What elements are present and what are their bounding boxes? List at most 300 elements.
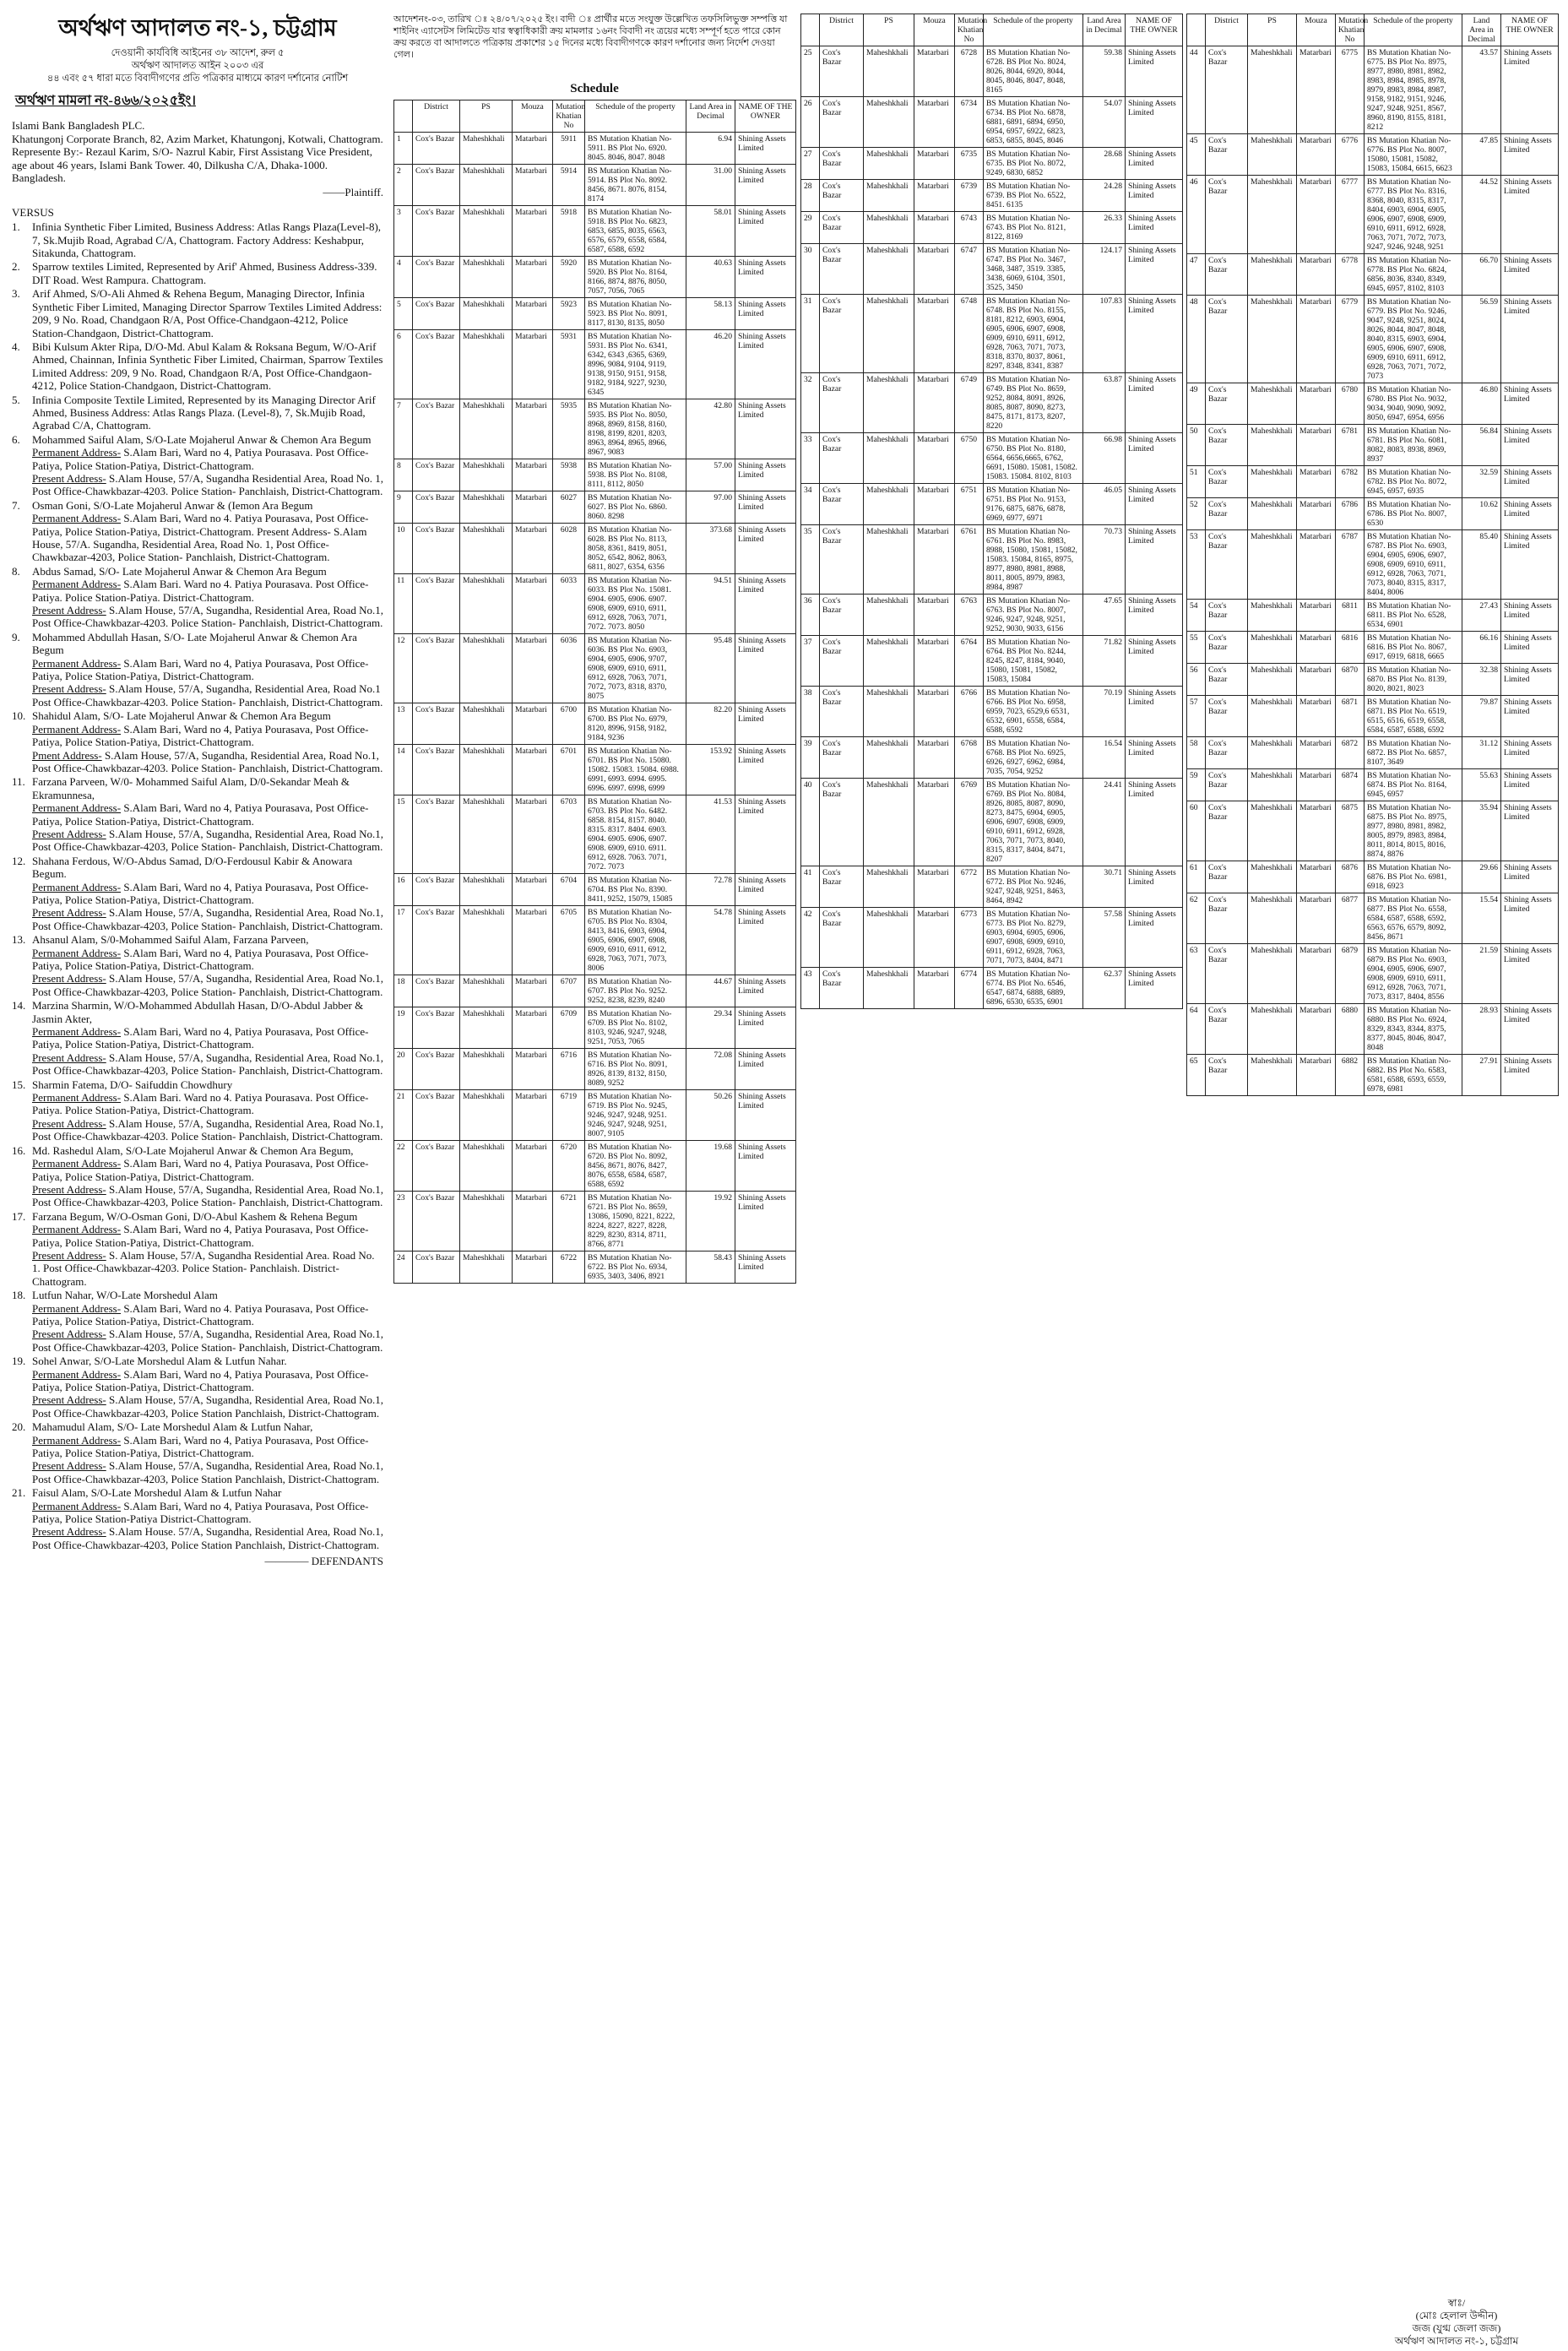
present-address-label: Present Address- <box>32 906 106 920</box>
mouza-cell: Matarbari <box>914 687 955 737</box>
signature-line: স্বাঃ/ <box>1447 2297 1466 2309</box>
khatian-cell: 6705 <box>553 906 585 975</box>
area-cell: 71.82 <box>1083 636 1126 687</box>
owner-cell: Shining Assets Limited <box>1126 595 1183 636</box>
schedule-row <box>394 524 796 574</box>
owner-cell: Shining Assets Limited <box>735 745 796 795</box>
area-cell: 72.08 <box>686 1049 735 1090</box>
schedule-table-3 <box>1186 14 1559 1096</box>
defendant-details <box>32 999 383 1077</box>
schedule-row <box>394 459 796 491</box>
mouza-cell: Matarbari <box>513 874 553 906</box>
schedule-cell: BS Mutation Khatian No-6776. BS Plot No. 8007, 15080, 15081, 15082, 15083, 15084, 6615, 6623 <box>1365 134 1462 176</box>
column-header: PS <box>1248 14 1297 46</box>
district-cell: Cox's Bazar <box>1206 1055 1248 1096</box>
owner-cell: Shining Assets Limited <box>735 524 796 574</box>
district-cell: Cox's Bazar <box>1206 466 1248 498</box>
defendant-details <box>32 565 383 630</box>
khatian-cell: 6716 <box>553 1049 585 1090</box>
schedule-cell: BS Mutation Khatian No-6874. BS Plot No. 8164, 6945, 6957 <box>1365 769 1462 801</box>
defendant-details <box>32 499 383 564</box>
khatian-cell: 6749 <box>955 373 984 433</box>
mouza-cell: Matarbari <box>914 295 955 373</box>
schedule-cell: BS Mutation Khatian No-6816. BS Plot No. 8067, 6917, 6919, 6818, 6665 <box>1365 632 1462 664</box>
schedule-row <box>801 525 1183 595</box>
schedule-cell: BS Mutation Khatian No-5918. BS Plot No. 6823, 6853, 6855, 8035, 6563, 6576, 6579, 6558, 6584, 6587, 6588, 6592 <box>585 206 686 257</box>
district-cell: Cox's Bazar <box>413 133 460 165</box>
serial-cell: 18 <box>394 975 413 1007</box>
mouza-cell: Matarbari <box>1297 600 1336 632</box>
area-cell: 95.48 <box>686 634 735 703</box>
area-cell: 24.28 <box>1083 180 1126 212</box>
khatian-cell: 6764 <box>955 636 984 687</box>
area-cell: 35.94 <box>1462 801 1501 861</box>
area-cell: 19.68 <box>686 1141 735 1192</box>
mouza-cell: Matarbari <box>1297 530 1336 600</box>
khatian-cell: 5938 <box>553 459 585 491</box>
owner-cell: Shining Assets Limited <box>1501 769 1559 801</box>
defendant-name: Sohel Anwar, S/O-Late Morshedul Alam & Lutfun Nahar. <box>32 1355 287 1368</box>
permanent-address: S.Alam Bari, Ward no 4, Patiya Pourasava, Post Office-Patiya, Police Station-Patiya, District-Chattogram. <box>32 801 369 828</box>
khatian-cell: 6874 <box>1336 769 1365 801</box>
signature-court: অর্থঋণ আদালত নং-১, চট্টগ্রাম <box>1394 2335 1519 2347</box>
schedule-cell: BS Mutation Khatian No-6877. BS Plot No. 6558, 6584, 6587, 6588, 6592, 6563, 6576, 6579, 8092, 8456, 8671 <box>1365 893 1462 944</box>
district-cell: Cox's Bazar <box>413 906 460 975</box>
mouza-cell: Matarbari <box>1297 944 1336 1004</box>
serial-cell: 45 <box>1187 134 1206 176</box>
owner-cell: Shining Assets Limited <box>1501 737 1559 769</box>
serial-cell: 2 <box>394 165 413 206</box>
schedule-cell: BS Mutation Khatian No-6749. BS Plot No. 8659, 9252, 8084, 8091, 8926, 8085, 8087, 8090, 8273, 8475, 8171, 8173, 8207, 8220 <box>984 373 1083 433</box>
schedule-cell: BS Mutation Khatian No-6028. BS Plot No. 8113, 8058, 8361, 8419, 8051, 8052, 6542, 8062, 8063, 6811, 8027, 6354, 6356 <box>585 524 686 574</box>
owner-cell: Shining Assets Limited <box>735 874 796 906</box>
area-cell: 82.20 <box>686 703 735 745</box>
mouza-cell: Matarbari <box>1297 632 1336 664</box>
present-address: S.Alam House, 57/A, Sugandha, Residential Area, Road No.1, Post Office-Chawkbazar-4203, Police Station- Panchlaish, District-Chattogram. <box>32 1328 383 1354</box>
present-address-label: Present Address- <box>32 471 106 485</box>
district-cell: Cox's Bazar <box>820 212 864 244</box>
schedule-title: Schedule <box>570 82 619 95</box>
ps-cell: Maheshkhali <box>1248 696 1297 737</box>
khatian-cell: 6747 <box>955 244 984 295</box>
ps-cell: Maheshkhali <box>460 1007 513 1049</box>
owner-cell: Shining Assets Limited <box>735 1007 796 1049</box>
schedule-row <box>801 97 1183 148</box>
khatian-cell: 6722 <box>553 1252 585 1284</box>
permanent-address-label: Permanent Address- <box>32 1025 122 1039</box>
schedule-cell: BS Mutation Khatian No-5935. BS Plot No. 8050, 8968, 8969, 8158, 8160, 8198, 8199, 8201, 8203, 8963, 8964, 8965, 8966, 8967, 9083 <box>585 399 686 459</box>
ps-cell: Maheshkhali <box>1248 1004 1297 1055</box>
serial-cell: 56 <box>1187 664 1206 696</box>
khatian-cell: 6027 <box>553 491 585 524</box>
owner-cell: Shining Assets Limited <box>735 1090 796 1141</box>
area-cell: 66.70 <box>1462 254 1501 296</box>
schedule-row <box>801 484 1183 525</box>
district-cell: Cox's Bazar <box>413 1090 460 1141</box>
area-cell: 42.80 <box>686 399 735 459</box>
mouza-cell: Matarbari <box>1297 696 1336 737</box>
schedule-row <box>394 795 796 874</box>
present-address-label: Present Address- <box>32 1393 106 1407</box>
khatian-cell: 6777 <box>1336 176 1365 254</box>
present-address-label: Present Address- <box>32 1182 106 1196</box>
schedule-cell: BS Mutation Khatian No-6782. BS Plot No. 8072, 6945, 6957, 6935 <box>1365 466 1462 498</box>
owner-cell: Shining Assets Limited <box>1501 254 1559 296</box>
defendant-name: Md. Rashedul Alam, S/O-Late Mojaherul Anwar & Chemon Ara Begum, <box>32 1143 354 1157</box>
khatian-cell: 6880 <box>1336 1004 1365 1055</box>
serial-cell: 31 <box>801 295 820 373</box>
area-cell: 58.13 <box>686 298 735 330</box>
serial-cell: 38 <box>801 687 820 737</box>
defendant-number: 17. <box>12 1209 26 1223</box>
defendant-item <box>12 631 383 709</box>
khatian-cell: 6781 <box>1336 425 1365 466</box>
area-cell: 44.67 <box>686 975 735 1007</box>
khatian-cell: 6779 <box>1336 296 1365 383</box>
serial-cell: 58 <box>1187 737 1206 769</box>
khatian-cell: 6772 <box>955 866 984 908</box>
khatian-cell: 6870 <box>1336 664 1365 696</box>
district-cell: Cox's Bazar <box>820 595 864 636</box>
ps-cell: Maheshkhali <box>460 574 513 634</box>
ps-cell: Maheshkhali <box>460 459 513 491</box>
ps-cell: Maheshkhali <box>1248 425 1297 466</box>
area-cell: 54.07 <box>1083 97 1126 148</box>
ps-cell: Maheshkhali <box>460 906 513 975</box>
ps-cell: Maheshkhali <box>864 636 914 687</box>
schedule-row <box>1187 737 1559 769</box>
schedule-cell: BS Mutation Khatian No-6871. BS Plot No. 6519, 6515, 6516, 6519, 6558, 6584, 6587, 6588, 6592 <box>1365 696 1462 737</box>
defendant-name: Sparrow textiles Limited, Represented by Arif' Ahmed, Business Address-339. DIT Road. West Rampura. Chattogram. <box>32 260 377 286</box>
schedule-cell: BS Mutation Khatian No-6766. BS Plot No. 6958, 6959, 7023, 6529,6 6531, 6532, 6901, 6558, 6584, 6588, 6592 <box>984 687 1083 737</box>
serial-cell: 16 <box>394 874 413 906</box>
khatian-cell: 5923 <box>553 298 585 330</box>
owner-cell: Shining Assets Limited <box>1126 525 1183 595</box>
khatian-cell: 6750 <box>955 433 984 484</box>
ps-cell: Maheshkhali <box>460 1049 513 1090</box>
defendant-details <box>32 1144 383 1209</box>
khatian-cell: 6787 <box>1336 530 1365 600</box>
district-cell: Cox's Bazar <box>413 459 460 491</box>
district-cell: Cox's Bazar <box>1206 1004 1248 1055</box>
serial-cell: 21 <box>394 1090 413 1141</box>
owner-cell: Shining Assets Limited <box>1126 244 1183 295</box>
permanent-address-label: Permanent Address- <box>32 1301 122 1315</box>
ps-cell: Maheshkhali <box>864 525 914 595</box>
defendant-item <box>12 709 383 774</box>
defendant-name: Osman Goni, S/O-Late Mojaherul Anwar & (Iemon Ara Begum <box>32 498 313 512</box>
ps-cell: Maheshkhali <box>460 874 513 906</box>
schedule-row <box>394 1141 796 1192</box>
khatian-cell: 5911 <box>553 133 585 165</box>
column-header <box>394 100 413 133</box>
owner-cell: Shining Assets Limited <box>1501 466 1559 498</box>
serial-cell: 44 <box>1187 46 1206 134</box>
district-cell: Cox's Bazar <box>1206 769 1248 801</box>
defendant-details <box>32 340 383 393</box>
ps-cell: Maheshkhali <box>460 1141 513 1192</box>
owner-cell: Shining Assets Limited <box>735 906 796 975</box>
owner-cell: Shining Assets Limited <box>1501 425 1559 466</box>
schedule-cell: BS Mutation Khatian No-6763. BS Plot No. 8007, 9246, 9247, 9248, 9251, 9252, 9030, 9033, 6156 <box>984 595 1083 636</box>
defendant-details <box>32 1355 383 1420</box>
mouza-cell: Matarbari <box>513 574 553 634</box>
area-cell: 15.54 <box>1462 893 1501 944</box>
khatian-cell: 6871 <box>1336 696 1365 737</box>
area-cell: 124.17 <box>1083 244 1126 295</box>
mouza-cell: Matarbari <box>1297 1004 1336 1055</box>
khatian-cell: 6882 <box>1336 1055 1365 1096</box>
serial-cell: 30 <box>801 244 820 295</box>
mouza-cell: Matarbari <box>914 484 955 525</box>
defendant-number: 2. <box>12 260 20 274</box>
defendant-item <box>12 1486 383 1551</box>
column-header: Schedule of the property <box>984 14 1083 46</box>
mouza-cell: Matarbari <box>914 148 955 180</box>
area-cell: 72.78 <box>686 874 735 906</box>
khatian-cell: 6875 <box>1336 801 1365 861</box>
column-header: Schedule of the property <box>1365 14 1462 46</box>
owner-cell: Shining Assets Limited <box>735 133 796 165</box>
schedule-cell: BS Mutation Khatian No-6750. BS Plot No. 8180, 6564, 6656,6665, 6762, 6691, 15080. 15081, 15082. 15083. 15084. 8102, 8103 <box>984 433 1083 484</box>
schedule-cell: BS Mutation Khatian No-6747. BS Plot No. 3467, 3468, 3487, 3519. 3385, 3438, 6069, 6104, 3501, 3525, 3450 <box>984 244 1083 295</box>
defendant-details <box>32 933 383 998</box>
serial-cell: 37 <box>801 636 820 687</box>
mouza-cell: Matarbari <box>914 180 955 212</box>
serial-cell: 36 <box>801 595 820 636</box>
plaintiff-line: Khatungonj Corporate Branch, 82, Azim Market, Khatungonj, Kotwali, Chattogram. <box>12 132 383 145</box>
defendant-name: Farzana Parveen, W/0- Mohammed Saiful Alam, D/0-Sekandar Meah & Ekramunnesa, <box>32 775 350 801</box>
defendant-name: Infinia Synthetic Fiber Limited, Business Address: Atlas Rangs Plaza(Level-8), 7, Sk.Mujib Road, Agrabad C/A, Chattogram. Factory Address: Keshabpur, Sitakunda, Chattogram. <box>32 220 382 260</box>
column-header <box>801 14 820 46</box>
ps-cell: Maheshkhali <box>1248 296 1297 383</box>
present-address: S.Alam House, 57/A, Sugandha, Residential Area, Road No.1, Post Office-Chawkbazar-4203, Police Station- Panchlaish, District-Chattogram. <box>32 1051 383 1078</box>
defendant-number: 13. <box>12 933 26 947</box>
owner-cell: Shining Assets Limited <box>1501 861 1559 893</box>
khatian-cell: 6778 <box>1336 254 1365 296</box>
defendant-name: Ahsanul Alam, S/0-Mohammed Saiful Alam, Farzana Parveen, <box>32 933 309 947</box>
serial-cell: 20 <box>394 1049 413 1090</box>
schedule-row <box>394 133 796 165</box>
defendant-number: 18. <box>12 1289 26 1302</box>
owner-cell: Shining Assets Limited <box>735 1141 796 1192</box>
district-cell: Cox's Bazar <box>413 330 460 399</box>
schedule-row <box>394 1252 796 1284</box>
district-cell: Cox's Bazar <box>1206 861 1248 893</box>
schedule-row <box>394 1090 796 1141</box>
mouza-cell: Matarbari <box>1297 861 1336 893</box>
column-header: District <box>413 100 460 133</box>
defendant-name: Mohammed Saiful Alam, S/O-Late Mojaherul Anwar & Chemon Ara Begum <box>32 432 372 446</box>
present-address-label: Present Address- <box>32 604 106 617</box>
schedule-cell: BS Mutation Khatian No-6773. BS Plot No. 8279, 6903, 6904, 6905, 6906, 6907, 6908, 6909, 6910, 6911, 6912, 6928, 7063, 7071, 7073, 8404, 8471 <box>984 908 1083 968</box>
schedule-cell: BS Mutation Khatian No-6739. BS Plot No. 6522, 8451. 6135 <box>984 180 1083 212</box>
present-address: S.Alam House, 57/A, Sugandha, Residential Area, Road No.1, Post Office-Chawkbazar-4203. Police Station- Panchlaish, District-Chattogram. <box>32 748 383 774</box>
present-address-label: Present Address- <box>32 1459 106 1473</box>
khatian-cell: 6707 <box>553 975 585 1007</box>
area-cell: 58.43 <box>686 1252 735 1284</box>
khatian-cell: 6743 <box>955 212 984 244</box>
serial-cell: 34 <box>801 484 820 525</box>
khatian-cell: 6033 <box>553 574 585 634</box>
permanent-address: S.Alam Bari, Ward no 4, Patiya Pourasava, Post Office-Patiya, Police Station-Patiya, District-Chattogram. <box>32 656 369 683</box>
permanent-address: S.Alam Bari, Ward no 4, Patiya Pourasava, Post Office-Patiya, Police Station-Patiya, District-Chattogram. <box>32 1433 369 1460</box>
schedule-row <box>394 574 796 634</box>
owner-cell: Shining Assets Limited <box>1126 866 1183 908</box>
ps-cell: Maheshkhali <box>460 298 513 330</box>
defendant-number: 11. <box>12 775 25 789</box>
ps-cell: Maheshkhali <box>460 975 513 1007</box>
district-cell: Cox's Bazar <box>820 779 864 866</box>
mouza-cell: Matarbari <box>513 491 553 524</box>
case-number: অর্থঋণ মামলা নং-৪৬৬/২০২৫ইং। <box>15 94 197 108</box>
owner-cell: Shining Assets Limited <box>1501 383 1559 425</box>
defendant-item <box>12 855 383 932</box>
owner-cell: Shining Assets Limited <box>1126 779 1183 866</box>
defendant-details <box>32 709 383 774</box>
schedule-row <box>1187 600 1559 632</box>
owner-cell: Shining Assets Limited <box>1501 632 1559 664</box>
schedule-cell: BS Mutation Khatian No-6764. BS Plot No. 8244, 8245, 8247, 8184, 9040, 15080, 15081, 15082, 15083, 15084 <box>984 636 1083 687</box>
schedule-row <box>1187 893 1559 944</box>
schedule-cell: BS Mutation Khatian No-6870. BS Plot No. 8139, 8020, 8021, 8023 <box>1365 664 1462 696</box>
defendant-details <box>32 394 383 432</box>
schedule-cell: BS Mutation Khatian No-6786. BS Plot No. 8007, 6530 <box>1365 498 1462 530</box>
owner-cell: Shining Assets Limited <box>735 257 796 298</box>
mouza-cell: Matarbari <box>1297 664 1336 696</box>
serial-cell: 40 <box>801 779 820 866</box>
schedule-row <box>1187 254 1559 296</box>
mouza-cell: Matarbari <box>1297 801 1336 861</box>
schedule-row <box>801 687 1183 737</box>
khatian-cell: 6816 <box>1336 632 1365 664</box>
mouza-cell: Matarbari <box>513 206 553 257</box>
owner-cell: Shining Assets Limited <box>735 459 796 491</box>
owner-cell: Shining Assets Limited <box>1501 600 1559 632</box>
ps-cell: Maheshkhali <box>864 908 914 968</box>
serial-cell: 48 <box>1187 296 1206 383</box>
permanent-address: S.Alam Bari. Ward no 4. Patiya Pourasava. Post Office-Patiya. Police Station-Patiya, District-Chattogram. <box>32 1091 369 1117</box>
area-cell: 47.85 <box>1462 134 1501 176</box>
mouza-cell: Matarbari <box>914 97 955 148</box>
mouza-cell: Matarbari <box>1297 254 1336 296</box>
schedule-cell: BS Mutation Khatian No-6761. BS Plot No. 8983, 8988, 15080, 15081, 15082, 15083. 15084, 8165, 8975, 8977, 8980, 8981, 8988, 8011, 8005, 8979, 8983, 8984, 8987 <box>984 525 1083 595</box>
district-cell: Cox's Bazar <box>1206 600 1248 632</box>
owner-cell: Shining Assets Limited <box>735 975 796 1007</box>
district-cell: Cox's Bazar <box>820 737 864 779</box>
schedule-row <box>394 298 796 330</box>
column-header: Schedule of the property <box>585 100 686 133</box>
ps-cell: Maheshkhali <box>1248 530 1297 600</box>
schedule-cell: BS Mutation Khatian No-6735. BS Plot No. 8072, 9249, 6830, 6852 <box>984 148 1083 180</box>
mouza-cell: Matarbari <box>1297 893 1336 944</box>
present-address-label: Present Address- <box>32 1248 106 1262</box>
serial-cell: 62 <box>1187 893 1206 944</box>
defendant-number: 4. <box>12 339 20 353</box>
area-cell: 28.93 <box>1462 1004 1501 1055</box>
permanent-address: S.Alam Bari, Ward no 4, Patiya Pourasava, Post Office-Patiya, Police Station-Patiya, District-Chattogram. <box>32 1223 369 1249</box>
serial-cell: 14 <box>394 745 413 795</box>
permanent-address-label: Permanent Address- <box>32 1223 122 1236</box>
schedule-cell: BS Mutation Khatian No-6704. BS Plot No. 8390. 8411, 9252, 15079, 15085 <box>585 874 686 906</box>
schedule-cell: BS Mutation Khatian No-6720. BS Plot No. 8092, 8456, 8671, 8076, 8427, 8076, 6558, 6584, 6587, 6588, 6592 <box>585 1141 686 1192</box>
schedule-row <box>1187 46 1559 134</box>
permanent-address-label: Permanent Address- <box>32 1091 122 1105</box>
serial-cell: 60 <box>1187 801 1206 861</box>
serial-cell: 23 <box>394 1192 413 1252</box>
defendant-name: Arif Ahmed, S/O-Ali Ahmed & Rehena Begum, Managing Director, Infinia Synthetic Fiber Limited, Managing Director Sparrow Textiles Limited Address: 209, 9 No. Road, Chandgaon R/A, Post Office-Chandgaon-4212, Police Station-Chandgaon, District-Chattogram. <box>32 287 383 339</box>
mouza-cell: Matarbari <box>513 524 553 574</box>
schedule-row <box>801 968 1183 1009</box>
defendant-name: Shahidul Alam, S/O- Late Mojaherul Anwar & Chemon Ara Begum <box>32 709 331 723</box>
schedule-row <box>801 595 1183 636</box>
permanent-address-label: Permanent Address- <box>32 1367 122 1381</box>
schedule-row <box>394 399 796 459</box>
khatian-cell: 6721 <box>553 1192 585 1252</box>
schedule-row <box>394 165 796 206</box>
schedule-row <box>1187 1055 1559 1096</box>
defendant-item <box>12 260 383 286</box>
permanent-address: S.Alam Bari, Ward no 4, Patiya Pourasava, Post Office-Patiya, Police Station-Patiya, District-Chattogram. <box>32 722 369 749</box>
serial-cell: 15 <box>394 795 413 874</box>
mouza-cell: Matarbari <box>914 373 955 433</box>
schedule-row <box>394 257 796 298</box>
district-cell: Cox's Bazar <box>820 97 864 148</box>
serial-cell: 4 <box>394 257 413 298</box>
owner-cell: Shining Assets Limited <box>735 634 796 703</box>
district-cell: Cox's Bazar <box>1206 696 1248 737</box>
schedule-row <box>1187 530 1559 600</box>
serial-cell: 22 <box>394 1141 413 1192</box>
schedule-cell: BS Mutation Khatian No-5911. BS Plot No. 6920. 8045. 8046, 8047. 8048 <box>585 133 686 165</box>
owner-cell: Shining Assets Limited <box>735 703 796 745</box>
ps-cell: Maheshkhali <box>460 745 513 795</box>
khatian-cell: 6728 <box>955 46 984 97</box>
column-header: Mouza <box>914 14 955 46</box>
permanent-address-label: Permanent Address- <box>32 512 122 525</box>
area-cell: 50.26 <box>686 1090 735 1141</box>
schedule-row <box>394 975 796 1007</box>
serial-cell: 47 <box>1187 254 1206 296</box>
column-header <box>1187 14 1206 46</box>
column-header: District <box>1206 14 1248 46</box>
permanent-address-label: Permanent Address- <box>32 656 122 670</box>
serial-cell: 24 <box>394 1252 413 1284</box>
area-cell: 66.98 <box>1083 433 1126 484</box>
schedule-cell: BS Mutation Khatian No-6787. BS Plot No. 6903, 6904, 6905, 6906, 6907, 6908, 6909, 6910, 6911, 6912, 6928, 7063, 7071, 7073, 8040, 8315, 8317, 8404, 8006 <box>1365 530 1462 600</box>
district-cell: Cox's Bazar <box>1206 632 1248 664</box>
ps-cell: Maheshkhali <box>864 687 914 737</box>
ps-cell: Maheshkhali <box>460 634 513 703</box>
court-title: অর্থঋণ আদালত নং-১, চট্টগ্রাম <box>58 15 337 41</box>
defendant-item <box>12 499 383 564</box>
defendant-number: 3. <box>12 287 20 301</box>
district-cell: Cox's Bazar <box>413 1192 460 1252</box>
area-cell: 85.40 <box>1462 530 1501 600</box>
defendant-number: 14. <box>12 999 26 1013</box>
mouza-cell: Matarbari <box>513 330 553 399</box>
plaintiff-line: Islami Bank Bangladesh PLC. <box>12 119 145 133</box>
serial-cell: 19 <box>394 1007 413 1049</box>
column-header: NAME OF THE OWNER <box>1501 14 1559 46</box>
schedule-cell: BS Mutation Khatian No-6872. BS Plot No. 6857, 8107, 3649 <box>1365 737 1462 769</box>
area-cell: 94.51 <box>686 574 735 634</box>
mouza-cell: Matarbari <box>513 1141 553 1192</box>
plaintiff-tag: ——Plaintiff. <box>323 186 383 199</box>
defendant-number: 5. <box>12 393 20 406</box>
schedule-row <box>394 330 796 399</box>
court-subtitle-2: অর্থঋণ আদালত আইন ২০০৩ এর <box>131 61 264 71</box>
